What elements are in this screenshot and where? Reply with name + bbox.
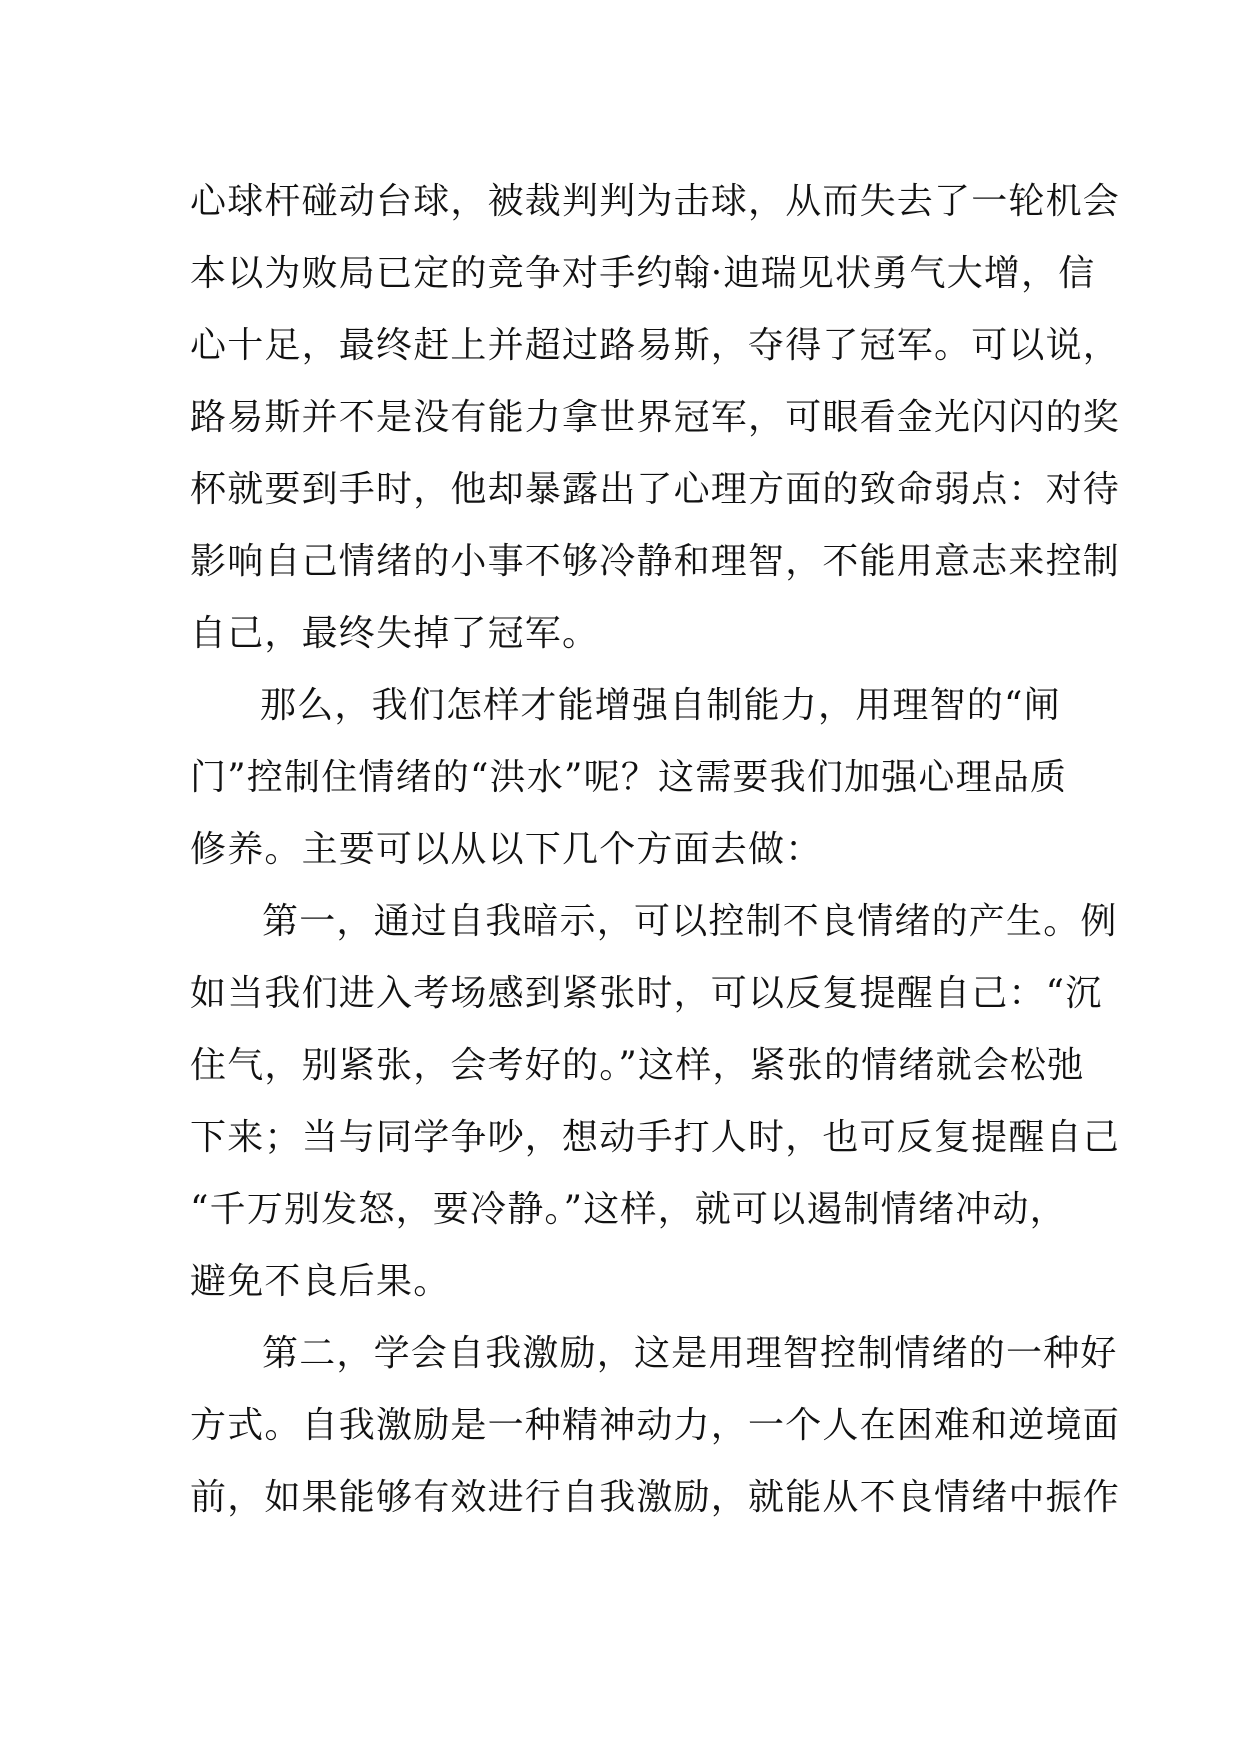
text-line: 杯就要到手时，他却暴露出了心理方面的致命弱点：对待 — [190, 469, 1121, 510]
text-line: 修养。主要可以从以下几个方面去做： — [190, 829, 823, 870]
text-line: 如当我们进入考场感到紧张时，可以反复提醒自己：“沉 — [190, 973, 1103, 1014]
text-line: 路易斯并不是没有能力拿世界冠军，可眼看金光闪闪的奖 — [190, 397, 1121, 438]
paragraph-first-line: 那么，我们怎样才能增强自制能力，用理智的“闸 — [260, 685, 1061, 726]
text-line: 影响自己情绪的小事不够冷静和理智，不能用意志来控制 — [190, 541, 1121, 582]
text-line: 前，如果能够有效进行自我激励，就能从不良情绪中振作 — [190, 1477, 1121, 1518]
text-line: 住气，别紧张，会考好的。”这样，紧张的情绪就会松弛 — [190, 1045, 1085, 1086]
paragraph-first-line: 第一，通过自我暗示，可以控制不良情绪的产生。例 — [262, 901, 1118, 942]
paragraph-first-line: 第二，学会自我激励，这是用理智控制情绪的一种好 — [262, 1333, 1118, 1374]
text-line: 避免不良后果。 — [190, 1261, 451, 1302]
text-line: 方式。自我激励是一种精神动力，一个人在困难和逆境面 — [190, 1405, 1121, 1446]
text-line: “千万别发怒，要冷静。”这样，就可以遏制情绪冲动， — [190, 1189, 1067, 1230]
text-line: 自己，最终失掉了冠军。 — [190, 613, 600, 654]
text-line: 心十足，最终赶上并超过路易斯，夺得了冠军。可以说， — [190, 325, 1121, 366]
text-line: 心球杆碰动台球，被裁判判为击球，从而失去了一轮机会 — [190, 181, 1121, 222]
body-text — [190, 166, 1121, 1534]
text-line: 本以为败局已定的竞争对手约翰·迪瑞见状勇气大增，信 — [190, 253, 1096, 294]
text-line: 门”控制住情绪的“洪水”呢？这需要我们加强心理品质 — [190, 757, 1068, 798]
text-line: 下来；当与同学争吵，想动手打人时，也可反复提醒自己 — [190, 1117, 1121, 1158]
